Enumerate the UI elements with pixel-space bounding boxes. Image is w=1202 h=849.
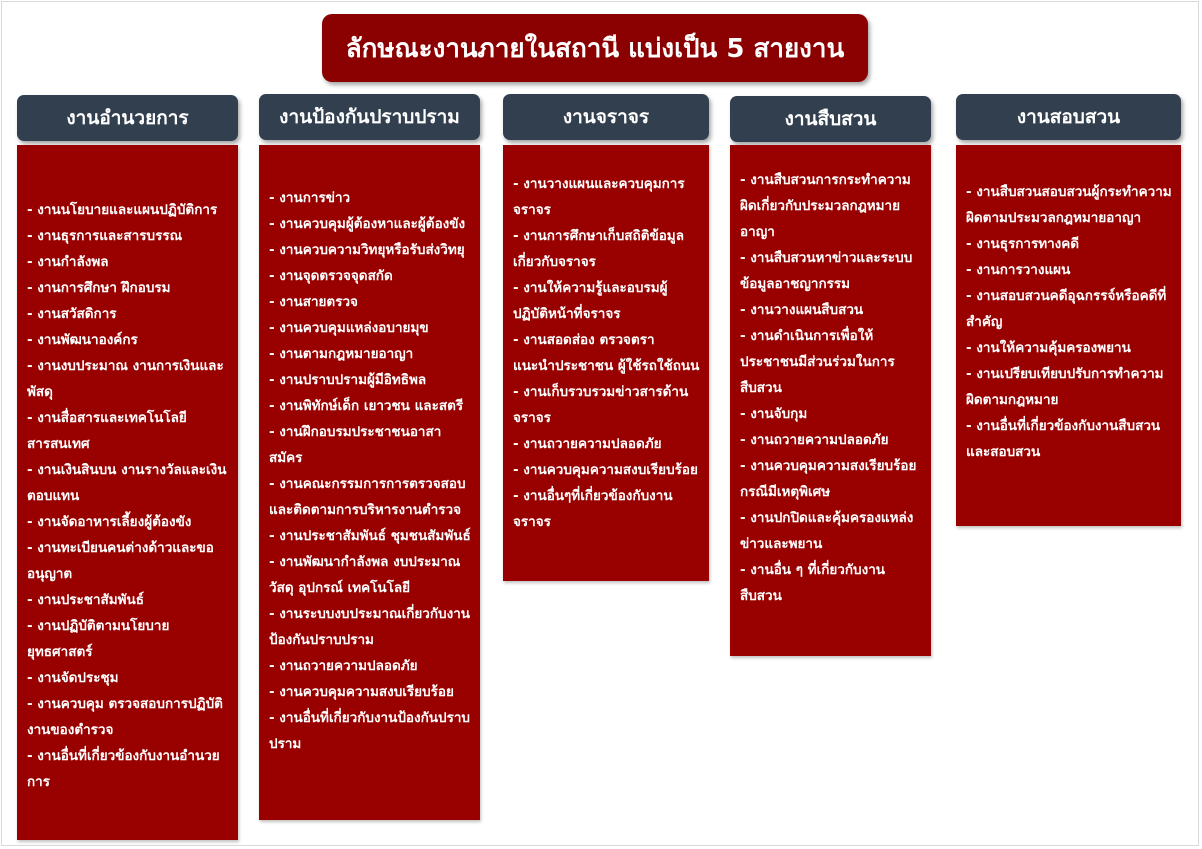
list-item: - งานกำลังพล (27, 254, 109, 270)
list-item: - งานทะเบียนคนต่างด้าวและขออนุญาต (27, 540, 214, 582)
list-item: - งานให้ความรู้และอบรมผู้ปฏิบัติหน้าที่จราจร (513, 280, 668, 322)
list-item: - งานการข่าว (269, 190, 351, 206)
list-item: - งานระบบงบประมาณเกี่ยวกับงานป้องกันปราบปราม (269, 606, 471, 648)
list-item: - งานตามกฎหมายอาญา (269, 346, 414, 362)
list-item: - งานการวางแผน (966, 262, 1071, 278)
column-header-traffic: งานจราจร (503, 94, 709, 140)
list-item: - งานพัฒนากำลังพล งบประมาณ วัสดุ อุปกรณ์ เทคโนโลยี (269, 554, 461, 596)
column-box-crime-prevention (259, 145, 480, 820)
list-item: - งานพัฒนาองค์กร (27, 332, 138, 348)
list-item: - งานจุดตรวจจุดสกัด (269, 268, 393, 284)
list-item: - งานฝึกอบรมประชาชนอาสาสมัคร (269, 424, 442, 466)
list-item: - งานคณะกรรมการการตรวจสอบและติดตามการบริหารงานตำรวจ (269, 476, 466, 518)
list-item: - งานจับกุม (740, 406, 808, 422)
list-item: - งานดำเนินการเพื่อให้ประชาชนมีส่วนร่วมในการสืบสวน (740, 328, 895, 396)
list-item: - งานสอดส่อง ตรวจตรา แนะนำประชาชน ผู้ใช้รถใช้ถนน (513, 332, 700, 374)
list-item: - งานปฏิบัติตามนโยบายยุทธศาสตร์ (27, 618, 170, 660)
list-item: - งานนโยบายและแผนปฏิบัติการ (27, 202, 218, 218)
list-item: - งานสื่อสารและเทคโนโลยีสารสนเทศ (27, 410, 187, 452)
list-item: - งานธุรการและสารบรรณ (27, 228, 183, 244)
list-item: - งานปราบปรามผู้มีอิทธิพล (269, 372, 427, 388)
list-item: - งานธุรการทางคดี (966, 236, 1080, 252)
list-item: - งานเก็บรวบรวมข่าวสารด้านจราจร (513, 384, 689, 426)
list-item: - งานควบความวิทยุหรือรับส่งวิทยุ (269, 242, 465, 258)
column-header-inquiry: งานสอบสวน (956, 94, 1181, 140)
list-item: - งานการศึกษา ฝึกอบรม (27, 280, 171, 296)
list-item: - งานควบคุม ตรวจสอบการปฏิบัติงานของตำรวจ (27, 696, 223, 738)
list-item: - งานพิทักษ์เด็ก เยาวชน และสตรี (269, 398, 464, 414)
list-item: - งานสอบสวนคดีอุฉกรรจ์หรือคดีที่สำคัญ (966, 288, 1167, 330)
list-item: - งานการศึกษาเก็บสถิติข้อมูลเกี่ยวกับจราจร (513, 228, 684, 270)
list-item: - งานวางแผนและควบคุมการจราจร (513, 176, 685, 218)
list-item: - งานให้ความคุ้มครองพยาน (966, 340, 1131, 356)
list-item: - งานจัดประชุม (27, 670, 119, 686)
column-header-administration: งานอำนวยการ (17, 95, 238, 141)
list-item: - งานอื่น ๆ ที่เกี่ยวกับงานสืบสวน (740, 562, 886, 604)
list-item: - งานอื่นที่เกี่ยวกับงานป้องกันปราบปราม (269, 710, 471, 752)
column-box-traffic (503, 145, 709, 581)
list-item: - งานถวายความปลอดภัย (740, 432, 889, 448)
item-list-crime-prevention (269, 185, 474, 757)
column-header-crime-prevention: งานป้องกันปราบปราม (259, 94, 480, 140)
list-item: - งานควบคุมแหล่งอบายมุข (269, 320, 429, 336)
list-item: - งานถวายความปลอดภัย (269, 658, 418, 674)
list-item: - งานประชาสัมพันธ์ (27, 592, 145, 608)
list-item: - งานควบคุมความสงเรียบร้อยกรณีมีเหตุพิเศษ (740, 458, 917, 500)
item-list-traffic (513, 171, 701, 535)
list-item: - งานจัดอาหารเลี้ยงผู้ต้องขัง (27, 514, 192, 530)
list-item: - งานควบคุมความสงบเรียบร้อย (513, 462, 698, 478)
list-item: - งานอื่นที่เกี่ยวข้องกับงานอำนวยการ (27, 748, 220, 790)
list-item: - งานควบคุมความสงบเรียบร้อย (269, 684, 454, 700)
column-header-investigation: งานสืบสวน (730, 96, 931, 142)
column-box-inquiry (956, 145, 1181, 526)
list-item: - งานควบคุมผู้ต้องหาและผู้ต้องขัง (269, 216, 466, 232)
list-item: - งานสวัสดิการ (27, 306, 117, 322)
diagram-title: ลักษณะงานภายในสถานี แบ่งเป็น 5 สายงาน (322, 14, 868, 82)
list-item: - งานถวายความปลอดภัย (513, 436, 662, 452)
list-item: - งานเงินสินบน งานรางวัลและเงินตอบแทน (27, 462, 227, 504)
list-item: - งานสายตรวจ (269, 294, 358, 310)
list-item: - งานสืบสวนหาข่าวและระบบข้อมูลอาชญากรรม (740, 250, 913, 292)
list-item: - งานวางแผนสืบสวน (740, 302, 864, 318)
item-list-administration (27, 197, 230, 795)
column-box-investigation (730, 145, 931, 656)
item-list-inquiry (966, 179, 1173, 465)
column-box-administration (17, 145, 238, 840)
list-item: - งานเปรียบเทียบปรับการทำความผิดตามกฎหมาย (966, 366, 1164, 408)
list-item: - งานสืบสวนสอบสวนผู้กระทำความผิดตามประมวลกฎหมายอาญา (966, 184, 1172, 226)
item-list-investigation (740, 167, 925, 609)
list-item: - งานสืบสวนการกระทำความผิดเกี่ยวกับประมวลกฎหมายอาญา (740, 172, 911, 240)
list-item: - งานอื่นๆที่เกี่ยวข้องกับงานจราจร (513, 488, 673, 530)
list-item: - งานปกปิดและคุ้มครองแหล่งข่าวและพยาน (740, 510, 914, 552)
list-item: - งานอื่นที่เกี่ยวข้องกับงานสืบสวนและสอบสวน (966, 418, 1161, 460)
list-item: - งานประชาสัมพันธ์ ชุมชนสัมพันธ์ (269, 528, 471, 544)
list-item: - งานงบประมาณ งานการเงินและพัสดุ (27, 358, 224, 400)
